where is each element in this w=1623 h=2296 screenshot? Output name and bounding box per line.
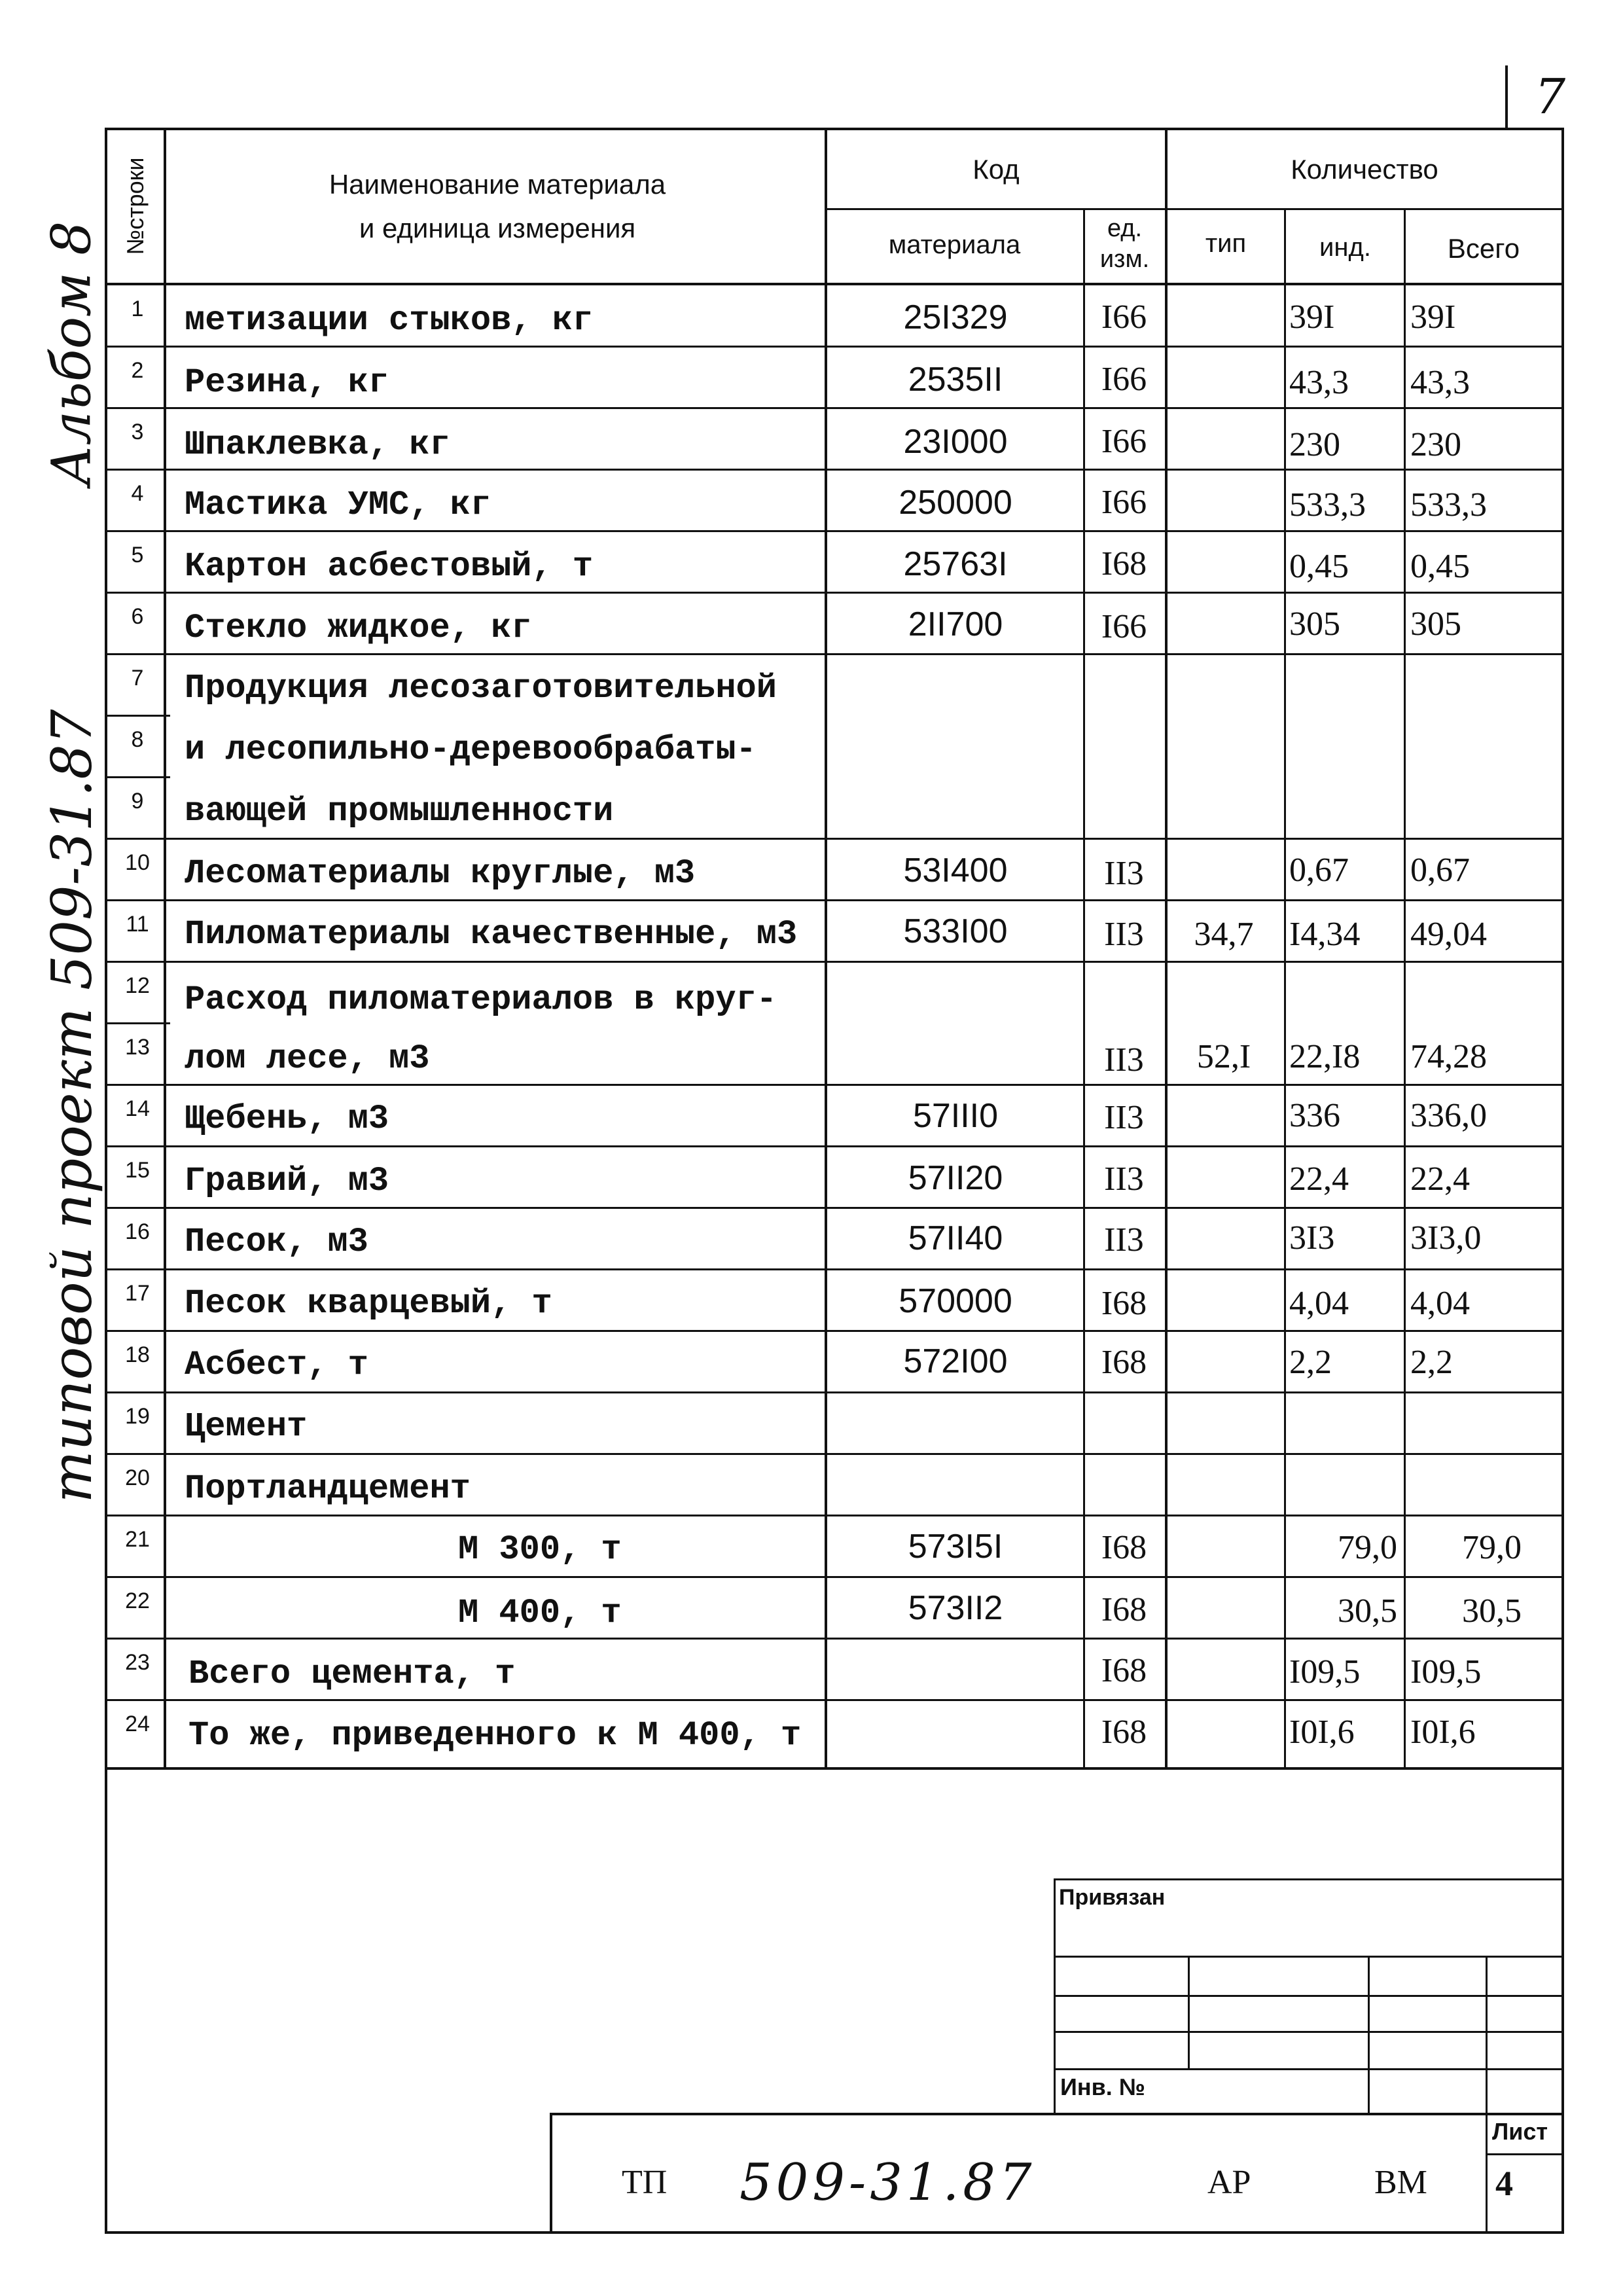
row-number: 15 <box>125 1158 150 1183</box>
row-sep <box>105 838 1564 840</box>
stamp-sheet-label: Лист <box>1492 2118 1548 2145</box>
qty-individual: 0,45 <box>1289 548 1349 585</box>
row-sep <box>105 1699 1564 1701</box>
row-sep <box>105 1330 1564 1332</box>
header-name-line2: и единица измерения <box>359 213 636 243</box>
material-name: и лесопильно-деревообрабаты- <box>185 730 757 769</box>
row-sep <box>105 1268 1564 1270</box>
unit-code: I68 <box>1101 1285 1147 1322</box>
row-sep <box>105 776 170 778</box>
row-number: 1 <box>131 296 144 321</box>
row-number: 4 <box>131 481 144 506</box>
material-name: Всего цемента, т <box>188 1655 516 1693</box>
qty-individual: 30,5 <box>1338 1592 1397 1630</box>
stamp-line <box>1054 2068 1564 2070</box>
qty-individual: 43,3 <box>1289 364 1349 401</box>
row-sep <box>105 1576 1564 1578</box>
row-number: 14 <box>125 1096 150 1121</box>
stamp-tp: ТП <box>622 2164 668 2201</box>
qty-individual: I4,34 <box>1289 916 1361 953</box>
col-line-6 <box>1404 208 1406 1767</box>
qty-total: 0,45 <box>1410 548 1470 585</box>
row-number: 7 <box>131 666 144 691</box>
row-sep <box>105 346 1564 348</box>
row-number: 3 <box>131 420 144 444</box>
qty-individual: 79,0 <box>1338 1529 1397 1566</box>
row-number: 13 <box>125 1035 150 1060</box>
material-name: Цемент <box>185 1407 308 1446</box>
qty-individual: 230 <box>1289 426 1340 463</box>
material-name: метизации стыков, кг <box>185 301 594 340</box>
qty-total: 4,04 <box>1410 1285 1470 1322</box>
row-sep <box>105 1084 1564 1086</box>
material-code: 25763I <box>903 545 1008 583</box>
stamp-line <box>1054 1995 1564 1997</box>
unit-code: I68 <box>1101 1591 1147 1628</box>
row-sep <box>105 1022 170 1024</box>
qty-individual: 305 <box>1289 605 1340 643</box>
material-name: Стекло жидкое, кг <box>185 609 532 647</box>
row-sep <box>105 1145 1564 1147</box>
row-sep <box>105 592 1564 594</box>
header-code: Код <box>972 154 1020 185</box>
row-number: 17 <box>125 1281 150 1306</box>
material-code: 572I00 <box>903 1342 1008 1380</box>
material-name: Асбест, т <box>185 1346 368 1384</box>
row-number: 19 <box>125 1404 150 1429</box>
row-sep <box>105 530 1564 532</box>
material-name: Мастика УМС, кг <box>185 486 491 524</box>
stamp-line <box>1486 1956 1488 2234</box>
material-code: 2II700 <box>908 605 1003 643</box>
row-number: 20 <box>125 1465 150 1490</box>
material-code: 53I400 <box>903 852 1008 889</box>
qty-total: 74,28 <box>1410 1038 1487 1075</box>
header-name-line1: Наименование материала <box>329 169 666 200</box>
row-sep <box>105 715 170 717</box>
unit-code: I68 <box>1101 1713 1147 1751</box>
qty-individual: 0,67 <box>1289 852 1349 889</box>
qty-total: 49,04 <box>1410 916 1487 953</box>
stamp-bound-label: Привязан <box>1059 1885 1166 1910</box>
qty-total: 30,5 <box>1462 1592 1522 1630</box>
stamp-line <box>1368 1956 1370 2113</box>
header-qty-type: тип <box>1205 229 1247 258</box>
unit-code: II3 <box>1104 1221 1144 1259</box>
qty-individual: 39I <box>1289 298 1335 336</box>
side-note-album: Альбом 8 <box>41 221 103 486</box>
header-quantity: Количество <box>1291 154 1438 185</box>
header-code-unit-l1: ед. <box>1107 215 1143 242</box>
qty-individual: 22,4 <box>1289 1160 1349 1198</box>
unit-code: II3 <box>1104 855 1144 892</box>
material-code: 57III0 <box>912 1097 999 1135</box>
qty-total: I0I,6 <box>1410 1713 1476 1751</box>
row-number: 21 <box>125 1527 150 1552</box>
row-sep <box>105 407 1564 409</box>
material-name: Песок кварцевый, т <box>185 1284 552 1323</box>
unit-code: I66 <box>1101 608 1147 645</box>
header-qty-individual: инд. <box>1319 233 1371 262</box>
row-sep <box>105 1391 1564 1393</box>
row-number: 6 <box>131 604 144 629</box>
row-number: 18 <box>125 1342 150 1367</box>
qty-type: 34,7 <box>1194 916 1254 953</box>
material-name: Гравий, м3 <box>185 1162 389 1200</box>
row-number: 2 <box>131 358 144 383</box>
qty-individual: 336 <box>1289 1097 1340 1134</box>
qty-total: 336,0 <box>1410 1097 1487 1134</box>
row-number: 12 <box>125 973 150 998</box>
unit-code: I66 <box>1101 361 1147 398</box>
material-name: М 400, т <box>458 1594 622 1632</box>
unit-code: I66 <box>1101 298 1147 336</box>
qty-individual: 533,3 <box>1289 486 1366 524</box>
material-code: 2535II <box>908 361 1003 399</box>
row-number: 23 <box>125 1650 150 1675</box>
material-code: 25I329 <box>903 298 1008 336</box>
qty-type: 52,I <box>1196 1038 1251 1075</box>
material-name: вающей промышленности <box>185 792 614 831</box>
stamp-inventory-label: Инв. № <box>1060 2073 1145 2100</box>
qty-total: 2,2 <box>1410 1344 1453 1381</box>
material-code: 57II20 <box>908 1159 1003 1197</box>
row-number: 11 <box>126 912 149 937</box>
row-sep <box>105 653 1564 655</box>
header-code-unit-l2: изм. <box>1099 245 1150 273</box>
material-code: 533I00 <box>903 912 1008 950</box>
material-code: 573II2 <box>908 1589 1003 1627</box>
unit-code: I68 <box>1101 1344 1147 1381</box>
table-border-left <box>105 128 107 2234</box>
unit-code: I66 <box>1101 423 1147 460</box>
stamp-line <box>1188 1956 1190 2068</box>
material-name: Шпаклевка, кг <box>185 425 450 464</box>
qty-individual: 4,04 <box>1289 1285 1349 1322</box>
row-sep <box>105 469 1564 471</box>
row-number: 9 <box>131 789 144 814</box>
header-row-number: №строки <box>122 157 149 255</box>
row-sep <box>105 1207 1564 1209</box>
material-name: Портландцемент <box>185 1469 471 1508</box>
qty-individual: I09,5 <box>1289 1653 1361 1691</box>
material-name: Продукция лесозаготовительной <box>185 669 777 708</box>
material-code: 573I5I <box>908 1528 1003 1566</box>
stamp-line <box>1054 2031 1564 2033</box>
header-code-material: материала <box>888 230 1021 259</box>
row-number: 24 <box>125 1712 150 1736</box>
header-subline <box>825 208 1564 210</box>
table-border-bottom <box>105 2231 1564 2234</box>
qty-individual: 2,2 <box>1289 1344 1332 1381</box>
row-sep <box>105 1453 1564 1455</box>
row-number: 16 <box>125 1219 150 1244</box>
stamp-project-number: 509-31.87 <box>740 2153 1036 2212</box>
row-number: 10 <box>125 850 150 875</box>
row-sep <box>105 899 1564 901</box>
row-sep <box>105 1638 1564 1640</box>
material-name: Картон асбестовый, т <box>185 547 594 586</box>
material-code: 23I000 <box>903 423 1008 461</box>
qty-individual: 22,I8 <box>1289 1038 1361 1075</box>
stamp-sheet-number: 4 <box>1495 2164 1513 2203</box>
header-bottom <box>105 283 1564 285</box>
unit-code: II3 <box>1104 1041 1144 1079</box>
stamp-line <box>1054 1878 1564 1880</box>
qty-individual: 3I3 <box>1289 1219 1335 1257</box>
material-name: Песок, м3 <box>185 1223 368 1261</box>
qty-total: 79,0 <box>1462 1529 1522 1566</box>
material-code: 57II40 <box>908 1219 1003 1257</box>
stamp-ar: АР <box>1207 2164 1251 2201</box>
qty-total: 533,3 <box>1410 486 1487 524</box>
material-name: То же, приведенного к М 400, т <box>188 1716 802 1755</box>
table-border-right <box>1561 128 1564 2234</box>
stamp-line <box>1486 2153 1564 2155</box>
row-number: 8 <box>131 727 144 752</box>
unit-code: I66 <box>1101 484 1147 521</box>
unit-code: II3 <box>1104 1099 1144 1136</box>
material-name: Щебень, м3 <box>185 1100 389 1138</box>
material-code: 250000 <box>899 484 1012 522</box>
side-note-project: типовой проект 509-31.87 <box>40 709 104 1503</box>
qty-total: 0,67 <box>1410 852 1470 889</box>
page-corner-tick <box>1505 65 1508 128</box>
stamp-line <box>550 2113 1564 2115</box>
qty-total: 22,4 <box>1410 1160 1470 1198</box>
qty-total: I09,5 <box>1410 1653 1482 1691</box>
row-number: 5 <box>131 543 144 567</box>
unit-code: I68 <box>1101 1529 1147 1566</box>
qty-total: 43,3 <box>1410 364 1470 401</box>
material-name: Пиломатериалы качественные, м3 <box>185 915 798 954</box>
qty-total: 3I3,0 <box>1410 1219 1482 1257</box>
row-sep <box>105 961 1564 963</box>
material-name: М 300, т <box>458 1530 622 1569</box>
unit-code: I68 <box>1101 545 1147 583</box>
unit-code: I68 <box>1101 1652 1147 1689</box>
unit-code: II3 <box>1104 1160 1144 1198</box>
qty-total: 230 <box>1410 426 1461 463</box>
stamp-line <box>550 2113 552 2234</box>
stamp-vm: ВМ <box>1374 2164 1427 2201</box>
unit-code: II3 <box>1104 916 1144 953</box>
qty-total: 305 <box>1410 605 1461 643</box>
material-name: Расход пиломатериалов в круг- <box>185 980 777 1019</box>
qty-total: 39I <box>1410 298 1456 336</box>
table-border-top <box>105 128 1564 130</box>
material-code: 570000 <box>899 1282 1012 1320</box>
material-name: лом лесе, м3 <box>185 1039 430 1078</box>
material-name: Резина, кг <box>185 363 389 402</box>
header-qty-total: Всего <box>1447 233 1520 264</box>
table-body-bottom <box>105 1767 1564 1770</box>
stamp-line <box>1054 1956 1564 1958</box>
material-name: Лесоматериалы круглые, м3 <box>185 854 696 893</box>
row-number: 22 <box>125 1588 150 1613</box>
qty-individual: I0I,6 <box>1289 1713 1355 1751</box>
row-sep <box>105 1515 1564 1516</box>
page-number: 7 <box>1535 69 1566 125</box>
